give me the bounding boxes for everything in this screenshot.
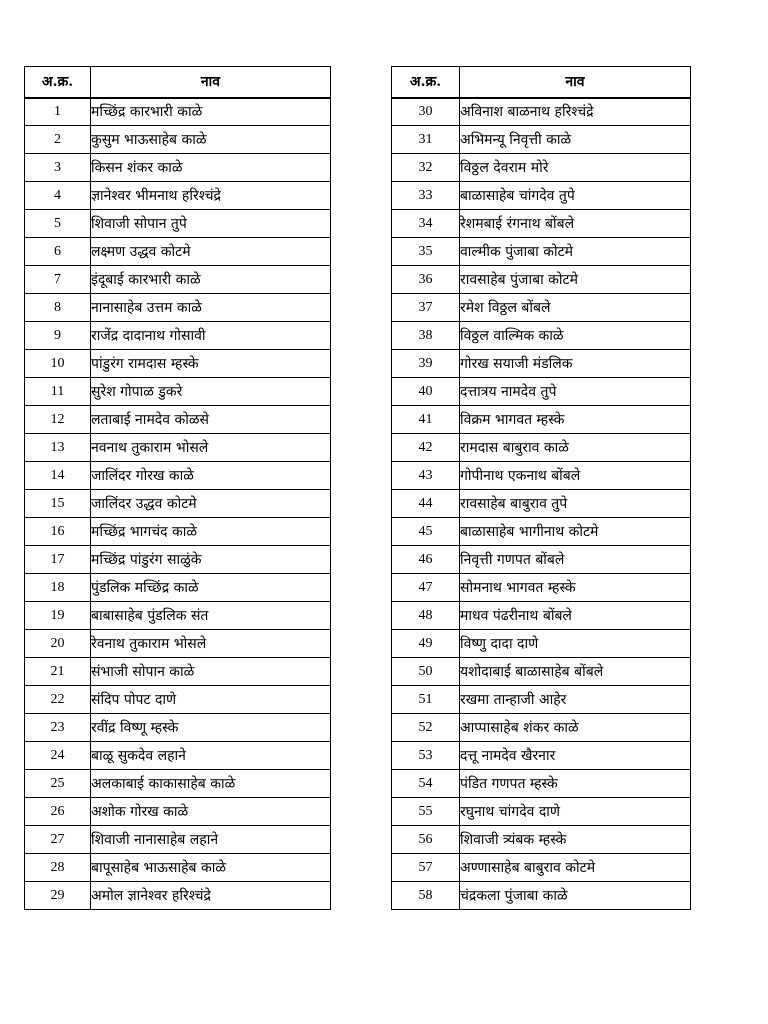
serial-number-cell: 43 xyxy=(392,462,460,490)
name-table-left xyxy=(24,66,331,910)
name-cell: रवींद्र विष्णू म्हस्के xyxy=(91,714,331,742)
serial-number-cell: 23 xyxy=(25,714,91,742)
serial-number-cell: 34 xyxy=(392,210,460,238)
serial-number-cell: 52 xyxy=(392,714,460,742)
name-cell: सोमनाथ भागवत म्हस्के xyxy=(460,574,691,602)
serial-number-cell: 32 xyxy=(392,154,460,182)
name-cell: किसन शंकर काळे xyxy=(91,154,331,182)
name-cell: आप्पासाहेब शंकर काळे xyxy=(460,714,691,742)
serial-number-cell: 12 xyxy=(25,406,91,434)
name-cell: शिवाजी त्र्यंबक म्हस्के xyxy=(460,826,691,854)
name-cell: मच्छिंद्र पांडुरंग साळुंके xyxy=(91,546,331,574)
name-cell: राजेंद्र दादानाथ गोसावी xyxy=(91,322,331,350)
serial-number-cell: 25 xyxy=(25,770,91,798)
serial-number-cell: 2 xyxy=(25,126,91,154)
serial-number-cell: 21 xyxy=(25,658,91,686)
serial-number-cell: 35 xyxy=(392,238,460,266)
name-cell: जालिंदर गोरख काळे xyxy=(91,462,331,490)
name-cell: बापूसाहेब भाऊसाहेब काळे xyxy=(91,854,331,882)
table-body-left xyxy=(25,98,331,910)
table-row xyxy=(392,770,691,798)
table-row xyxy=(392,350,691,378)
name-table-right xyxy=(391,66,691,910)
table-row xyxy=(25,462,331,490)
serial-number-cell: 10 xyxy=(25,350,91,378)
serial-number-cell: 28 xyxy=(25,854,91,882)
serial-number-cell: 26 xyxy=(25,798,91,826)
name-cell: विक्रम भागवत म्हस्के xyxy=(460,406,691,434)
name-cell: विष्णु दादा दाणे xyxy=(460,630,691,658)
table-row xyxy=(392,826,691,854)
name-cell: कुसुम भाऊसाहेब काळे xyxy=(91,126,331,154)
serial-number-cell: 48 xyxy=(392,602,460,630)
serial-number-cell: 55 xyxy=(392,798,460,826)
serial-number-cell: 24 xyxy=(25,742,91,770)
serial-number-cell: 47 xyxy=(392,574,460,602)
table-row xyxy=(392,798,691,826)
table-row xyxy=(25,322,331,350)
serial-column-header: अ.क्र. xyxy=(392,67,460,98)
serial-number-cell: 29 xyxy=(25,882,91,910)
table-row xyxy=(25,182,331,210)
name-cell: अमोल ज्ञानेश्वर हरिश्चंद्रे xyxy=(91,882,331,910)
name-cell: बाळासाहेब भागीनाथ कोटमे xyxy=(460,518,691,546)
name-cell: रखमा तान्हाजी आहेर xyxy=(460,686,691,714)
serial-number-cell: 3 xyxy=(25,154,91,182)
serial-number-cell: 33 xyxy=(392,182,460,210)
serial-number-cell: 56 xyxy=(392,826,460,854)
name-cell: पांडुरंग रामदास म्हस्के xyxy=(91,350,331,378)
name-cell: यशोदाबाई बाळासाहेब बोंबले xyxy=(460,658,691,686)
table-row xyxy=(25,602,331,630)
name-cell: लक्ष्मण उद्धव कोटमे xyxy=(91,238,331,266)
name-cell: अशोक गोरख काळे xyxy=(91,798,331,826)
name-cell: अविनाश बाळनाथ हरिश्चंद्रे xyxy=(460,98,691,126)
table-row xyxy=(25,518,331,546)
serial-number-cell: 58 xyxy=(392,882,460,910)
serial-number-cell: 31 xyxy=(392,126,460,154)
name-cell: संभाजी सोपान काळे xyxy=(91,658,331,686)
serial-number-cell: 44 xyxy=(392,490,460,518)
serial-number-cell: 20 xyxy=(25,630,91,658)
table-row xyxy=(25,546,331,574)
table-row xyxy=(392,126,691,154)
name-cell: बाळू सुकदेव लहाने xyxy=(91,742,331,770)
name-cell: निवृत्ती गणपत बोंबले xyxy=(460,546,691,574)
name-cell: अभिमन्यू निवृत्ती काळे xyxy=(460,126,691,154)
table-row xyxy=(392,238,691,266)
table-row xyxy=(392,378,691,406)
serial-number-cell: 8 xyxy=(25,294,91,322)
name-cell: मच्छिंद्र भागचंद काळे xyxy=(91,518,331,546)
serial-number-cell: 11 xyxy=(25,378,91,406)
serial-number-cell: 40 xyxy=(392,378,460,406)
table-row xyxy=(25,882,331,910)
table-row xyxy=(25,350,331,378)
name-cell: माधव पंढरीनाथ बोंबले xyxy=(460,602,691,630)
serial-number-cell: 54 xyxy=(392,770,460,798)
table-row xyxy=(392,406,691,434)
table-body-right xyxy=(392,98,691,910)
table-row xyxy=(392,854,691,882)
serial-number-cell: 36 xyxy=(392,266,460,294)
serial-number-cell: 4 xyxy=(25,182,91,210)
table-row xyxy=(25,798,331,826)
table-row xyxy=(25,406,331,434)
table-row xyxy=(392,658,691,686)
name-cell: रावसाहेब पुंजाबा कोटमे xyxy=(460,266,691,294)
table-row xyxy=(392,294,691,322)
serial-column-header: अ.क्र. xyxy=(25,67,91,98)
table-row xyxy=(25,126,331,154)
name-cell: रघुनाथ चांगदेव दाणे xyxy=(460,798,691,826)
table-header-row xyxy=(392,67,691,98)
name-cell: नवनाथ तुकाराम भोसले xyxy=(91,434,331,462)
serial-number-cell: 50 xyxy=(392,658,460,686)
table-row xyxy=(25,294,331,322)
serial-number-cell: 53 xyxy=(392,742,460,770)
name-cell: शिवाजी सोपान तुपे xyxy=(91,210,331,238)
table-row xyxy=(25,378,331,406)
name-cell: अण्णासाहेब बाबुराव कोटमे xyxy=(460,854,691,882)
table-row xyxy=(392,462,691,490)
serial-number-cell: 17 xyxy=(25,546,91,574)
name-cell: पुंडलिक मच्छिंद्र काळे xyxy=(91,574,331,602)
serial-number-cell: 45 xyxy=(392,518,460,546)
serial-number-cell: 13 xyxy=(25,434,91,462)
name-cell: लताबाई नामदेव कोळसे xyxy=(91,406,331,434)
table-row xyxy=(392,322,691,350)
table-row xyxy=(25,574,331,602)
table-row xyxy=(25,98,331,126)
table-row xyxy=(392,882,691,910)
name-cell: नानासाहेब उत्तम काळे xyxy=(91,294,331,322)
name-cell: दत्तू नामदेव खैरनार xyxy=(460,742,691,770)
table-row xyxy=(25,238,331,266)
serial-number-cell: 5 xyxy=(25,210,91,238)
serial-number-cell: 14 xyxy=(25,462,91,490)
name-cell: विठ्ठल वाल्मिक काळे xyxy=(460,322,691,350)
table-row xyxy=(25,490,331,518)
serial-number-cell: 15 xyxy=(25,490,91,518)
table-row xyxy=(392,210,691,238)
table-row xyxy=(392,434,691,462)
name-cell: गोरख सयाजी मंडलिक xyxy=(460,350,691,378)
serial-number-cell: 19 xyxy=(25,602,91,630)
table-row xyxy=(392,686,691,714)
serial-number-cell: 30 xyxy=(392,98,460,126)
table-row xyxy=(25,630,331,658)
table-row xyxy=(25,770,331,798)
table-row xyxy=(392,490,691,518)
serial-number-cell: 41 xyxy=(392,406,460,434)
serial-number-cell: 51 xyxy=(392,686,460,714)
serial-number-cell: 18 xyxy=(25,574,91,602)
name-cell: शिवाजी नानासाहेब लहाने xyxy=(91,826,331,854)
table-row xyxy=(25,434,331,462)
table-row xyxy=(392,574,691,602)
serial-number-cell: 6 xyxy=(25,238,91,266)
name-cell: विठ्ठल देवराम मोरे xyxy=(460,154,691,182)
name-cell: बाळासाहेब चांगदेव तुपे xyxy=(460,182,691,210)
name-cell: रेवनाथ तुकाराम भोसले xyxy=(91,630,331,658)
table-row xyxy=(392,602,691,630)
name-cell: सुरेश गोपाळ डुकरे xyxy=(91,378,331,406)
table-row xyxy=(392,714,691,742)
table-row xyxy=(25,826,331,854)
serial-number-cell: 27 xyxy=(25,826,91,854)
name-cell: चंद्रकला पुंजाबा काळे xyxy=(460,882,691,910)
table-row xyxy=(392,182,691,210)
table-row xyxy=(392,266,691,294)
table-row xyxy=(392,546,691,574)
name-cell: संदिप पोपट दाणे xyxy=(91,686,331,714)
name-cell: मच्छिंद्र कारभारी काळे xyxy=(91,98,331,126)
name-cell: वाल्मीक पुंजाबा कोटमे xyxy=(460,238,691,266)
serial-number-cell: 1 xyxy=(25,98,91,126)
serial-number-cell: 42 xyxy=(392,434,460,462)
table-row xyxy=(392,98,691,126)
table-row xyxy=(25,154,331,182)
table-row xyxy=(25,658,331,686)
name-cell: बाबासाहेब पुंडलिक संत xyxy=(91,602,331,630)
table-row xyxy=(392,630,691,658)
serial-number-cell: 9 xyxy=(25,322,91,350)
serial-number-cell: 49 xyxy=(392,630,460,658)
name-cell: गोपीनाथ एकनाथ बोंबले xyxy=(460,462,691,490)
name-cell: जालिंदर उद्धव कोटमे xyxy=(91,490,331,518)
name-column-header: नाव xyxy=(460,67,691,98)
serial-number-cell: 37 xyxy=(392,294,460,322)
table-row xyxy=(25,686,331,714)
table-row xyxy=(392,518,691,546)
name-cell: ज्ञानेश्वर भीमनाथ हरिश्चंद्रे xyxy=(91,182,331,210)
name-cell: इंदूबाई कारभारी काळे xyxy=(91,266,331,294)
table-row xyxy=(25,854,331,882)
name-cell: रमेश विठ्ठल बोंबले xyxy=(460,294,691,322)
serial-number-cell: 38 xyxy=(392,322,460,350)
serial-number-cell: 22 xyxy=(25,686,91,714)
table-row xyxy=(25,714,331,742)
name-cell: रामदास बाबुराव काळे xyxy=(460,434,691,462)
name-column-header: नाव xyxy=(91,67,331,98)
name-cell: रावसाहेब बाबुराव तुपे xyxy=(460,490,691,518)
serial-number-cell: 39 xyxy=(392,350,460,378)
table-row xyxy=(25,210,331,238)
name-cell: पंडित गणपत म्हस्के xyxy=(460,770,691,798)
table-row xyxy=(25,742,331,770)
table-row xyxy=(392,154,691,182)
name-cell: रेशमबाई रंगनाथ बोंबले xyxy=(460,210,691,238)
table-header-row xyxy=(25,67,331,98)
serial-number-cell: 7 xyxy=(25,266,91,294)
table-row xyxy=(25,266,331,294)
serial-number-cell: 16 xyxy=(25,518,91,546)
serial-number-cell: 57 xyxy=(392,854,460,882)
name-cell: दत्तात्रय नामदेव तुपे xyxy=(460,378,691,406)
table-row xyxy=(392,742,691,770)
name-cell: अलकाबाई काकासाहेब काळे xyxy=(91,770,331,798)
serial-number-cell: 46 xyxy=(392,546,460,574)
